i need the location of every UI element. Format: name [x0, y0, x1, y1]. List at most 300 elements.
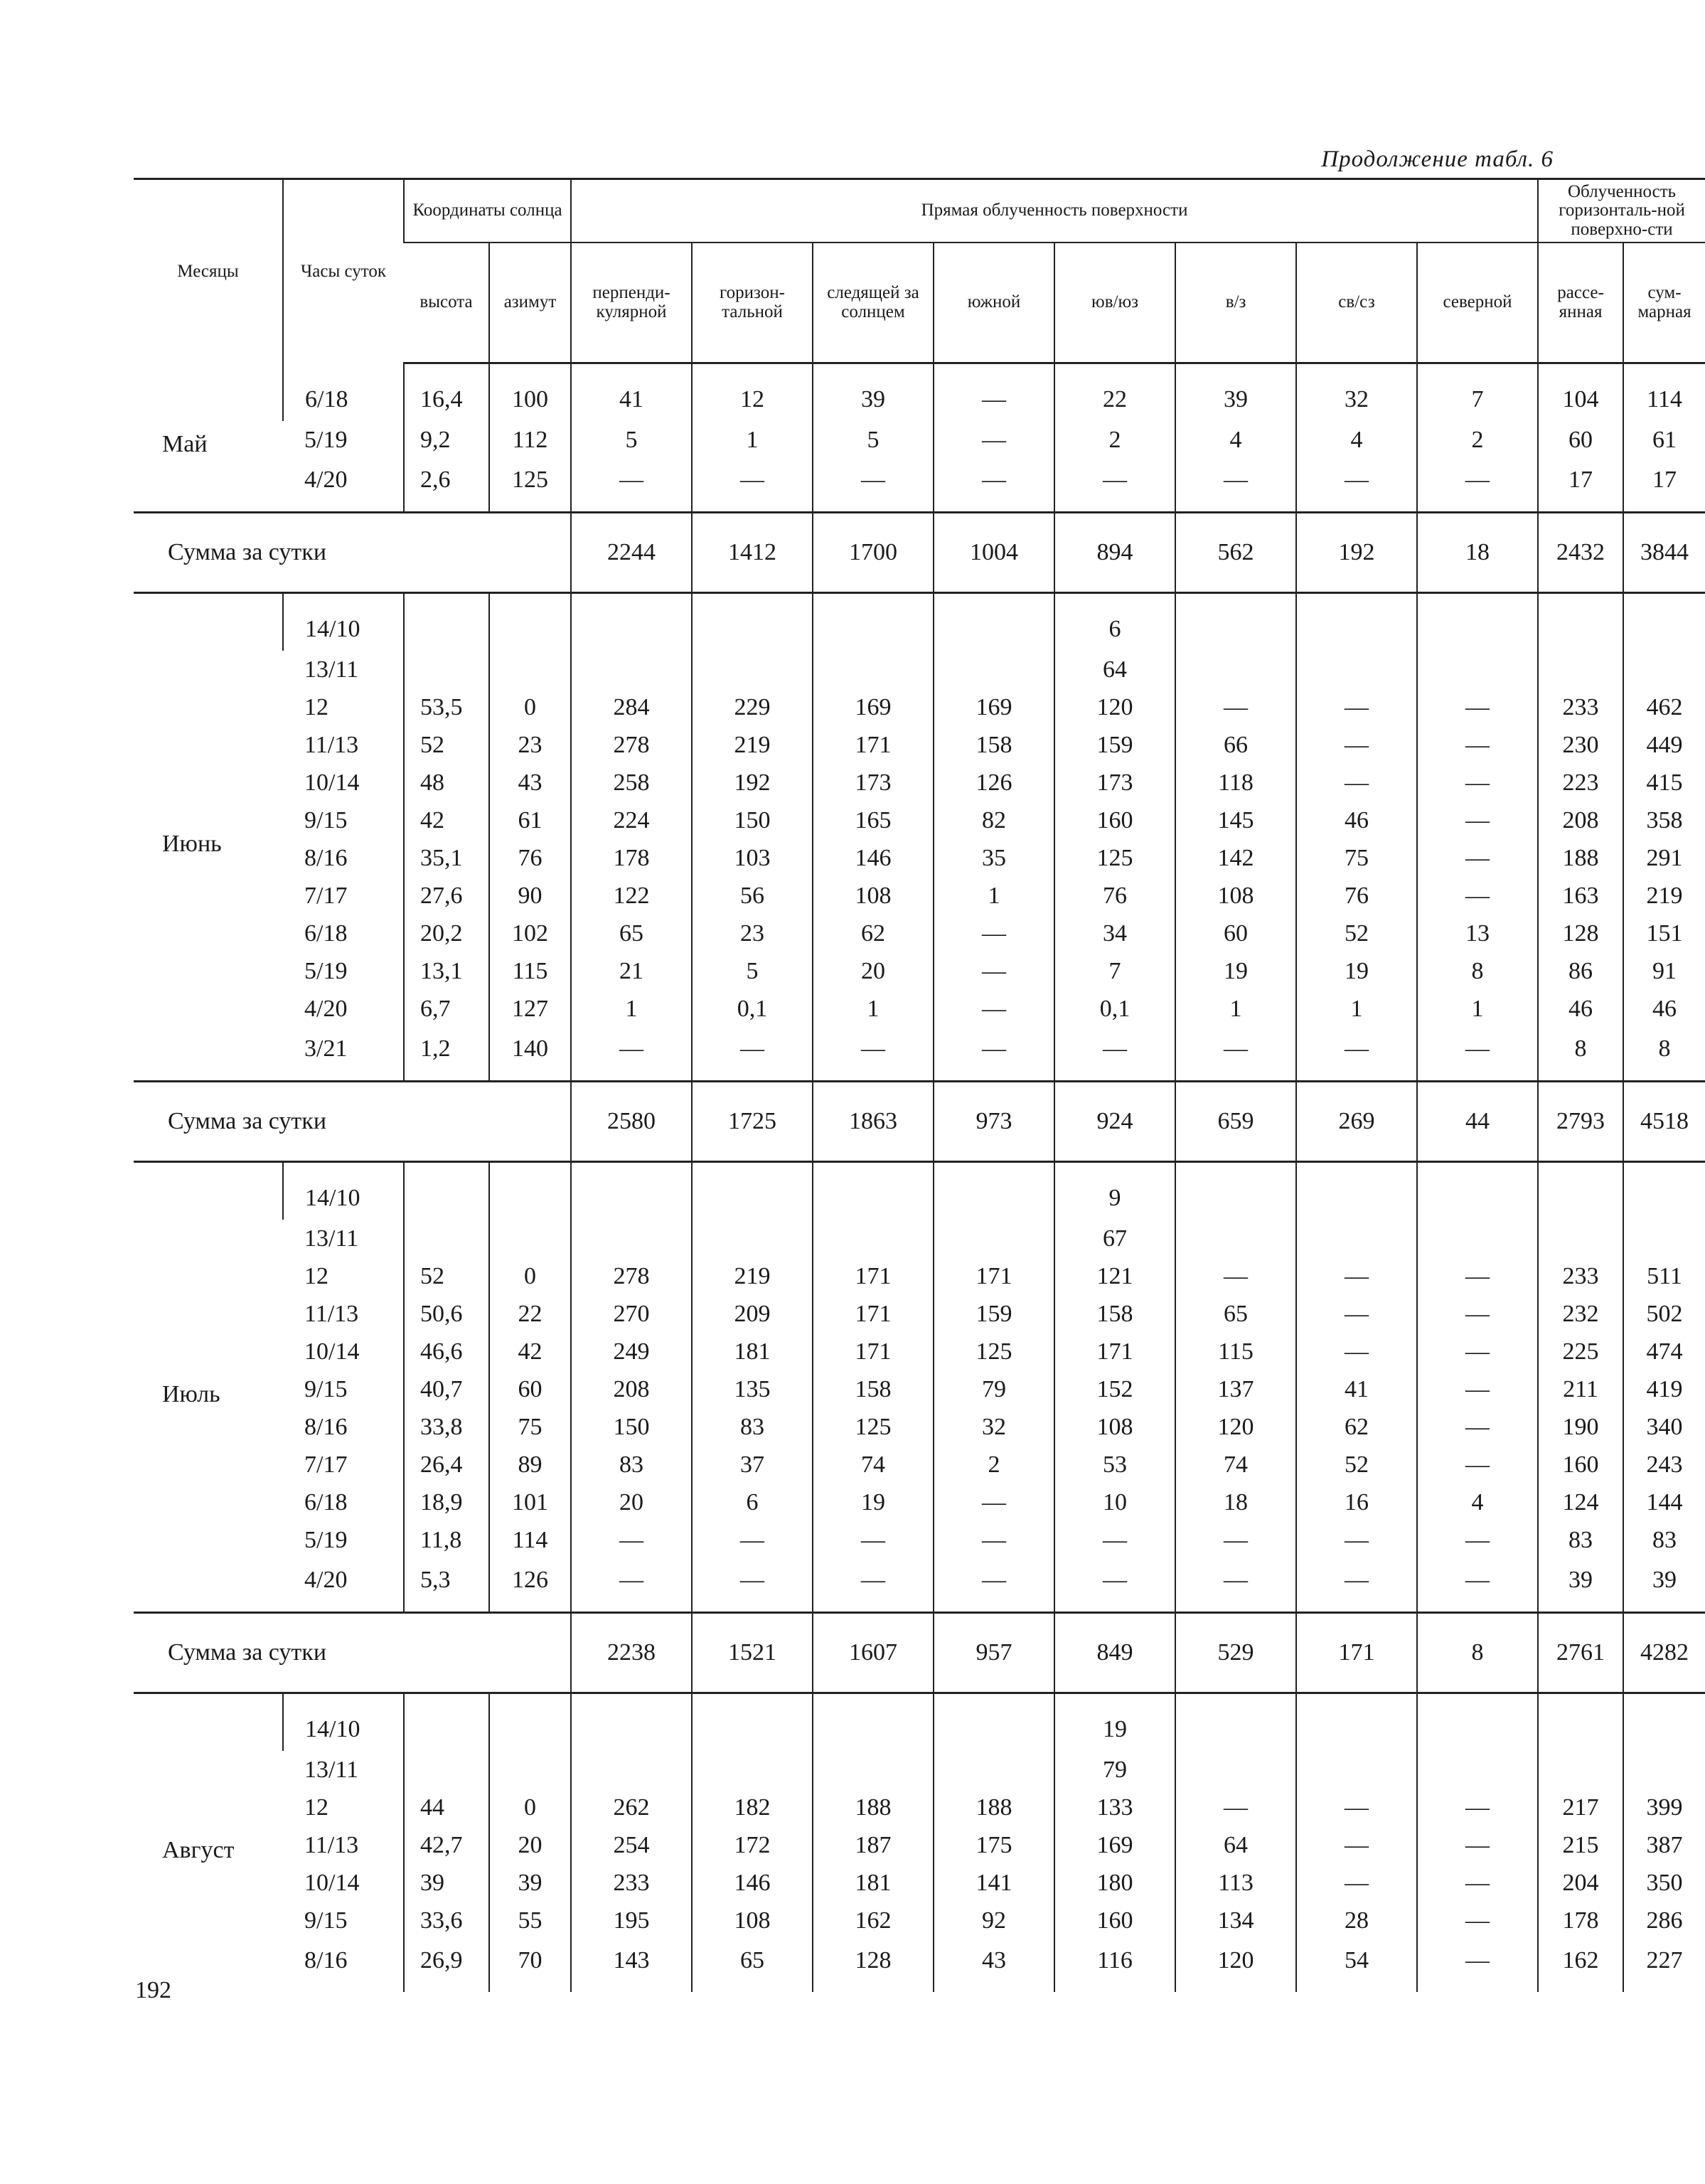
table-cell	[1417, 1220, 1538, 1257]
table-cell	[813, 1693, 934, 1752]
table-cell: 19	[1175, 952, 1296, 990]
table-cell: 66	[1175, 726, 1296, 764]
table-cell: 54	[1296, 1939, 1417, 1992]
table-cell: 162	[813, 1902, 934, 1939]
table-cell	[1538, 1751, 1623, 1789]
table-cell: 1	[934, 877, 1054, 915]
table-cell: 1	[1296, 990, 1417, 1028]
table-cell: 209	[692, 1295, 813, 1333]
table-cell: 178	[1538, 1902, 1623, 1939]
table-cell: 146	[692, 1864, 813, 1902]
table-cell: 55	[489, 1902, 571, 1939]
header-horizontal: горизон-тальной	[692, 243, 813, 363]
table-cell: 62	[813, 915, 934, 952]
table-cell: 150	[692, 801, 813, 839]
table-cell: 227	[1623, 1939, 1705, 1992]
table-cell: 171	[813, 726, 934, 764]
table-cell: 4/20	[304, 995, 348, 1022]
table-continuation-caption: Продолжение табл. 6	[1321, 147, 1554, 172]
table-cell: 0,1	[1054, 990, 1175, 1028]
sum-cell: 269	[1296, 1082, 1417, 1162]
table-cell: —	[934, 459, 1054, 513]
table-cell: 4	[1417, 1483, 1538, 1521]
sum-cell: 1725	[692, 1082, 813, 1162]
header-sun-coordinates: Координаты солнца	[404, 179, 571, 243]
table-cell: 62	[1296, 1408, 1417, 1446]
table-cell: 204	[1538, 1864, 1623, 1902]
table-cell	[571, 1751, 692, 1789]
table-cell: —	[571, 1559, 692, 1613]
table-cell: 5/19	[304, 426, 348, 453]
table-cell: 23	[489, 726, 571, 764]
table-row	[134, 459, 1705, 513]
table-cell	[813, 593, 934, 651]
table-cell	[934, 1751, 1054, 1789]
table-row	[134, 726, 1705, 764]
table-cell: 195	[571, 1902, 692, 1939]
table-cell	[489, 651, 571, 688]
table-cell: —	[1417, 1408, 1538, 1446]
table-cell: —	[934, 1521, 1054, 1559]
table-cell: 33,6	[404, 1902, 489, 1939]
table-cell: 108	[813, 877, 934, 915]
table-cell: 79	[934, 1370, 1054, 1408]
header-south: южной	[934, 243, 1054, 363]
table-cell: 160	[1054, 801, 1175, 839]
table-cell	[934, 651, 1054, 688]
sum-cell: 2580	[571, 1082, 692, 1162]
table-cell: 112	[489, 421, 571, 459]
table-cell	[1175, 1220, 1296, 1257]
section-1	[134, 593, 1705, 1082]
table-row	[134, 1864, 1705, 1902]
table-cell: 101	[489, 1483, 571, 1521]
table-cell: —	[1417, 1864, 1538, 1902]
table-cell: 89	[489, 1446, 571, 1483]
sum-cell: 1412	[692, 513, 813, 593]
table-cell: 7	[1054, 952, 1175, 990]
table-cell: 169	[934, 688, 1054, 726]
table-cell: 128	[1538, 915, 1623, 952]
table-cell	[489, 1220, 571, 1257]
sum-cell: 8	[1417, 1613, 1538, 1693]
table-cell: 19	[813, 1483, 934, 1521]
table-row	[134, 1789, 1705, 1826]
table-cell: 171	[1054, 1333, 1175, 1370]
table-row	[134, 1483, 1705, 1521]
table-cell: —	[1296, 1864, 1417, 1902]
table-cell	[813, 1162, 934, 1220]
table-cell: 2	[1054, 421, 1175, 459]
table-cell: 42	[404, 801, 489, 839]
table-row	[134, 1902, 1705, 1939]
table-cell: 278	[571, 726, 692, 764]
table-cell: 82	[934, 801, 1054, 839]
table-cell: 399	[1623, 1789, 1705, 1826]
table-cell	[489, 593, 571, 651]
table-cell	[1296, 1751, 1417, 1789]
table-cell: 128	[813, 1939, 934, 1992]
table-cell: 19	[1296, 952, 1417, 990]
table-cell: —	[1175, 1521, 1296, 1559]
table-cell: 178	[571, 839, 692, 877]
table-cell: 137	[1175, 1370, 1296, 1408]
table-cell: 232	[1538, 1295, 1623, 1333]
table-cell: 9/15	[304, 1907, 348, 1934]
table-row	[134, 651, 1705, 688]
table-row	[134, 1028, 1705, 1082]
table-cell: 208	[571, 1370, 692, 1408]
table-cell: 1	[1417, 990, 1538, 1028]
table-row	[134, 1693, 1705, 1752]
header-direct-irradiation: Прямая облученность поверхности	[571, 179, 1538, 243]
table-cell	[813, 651, 934, 688]
table-cell: 2	[1417, 421, 1538, 459]
table-cell: 115	[489, 952, 571, 990]
table-cell	[1623, 1220, 1705, 1257]
sum-cell: 849	[1054, 1613, 1175, 1693]
irradiation-table	[134, 178, 1705, 1992]
table-cell: 33,8	[404, 1408, 489, 1446]
table-cell: —	[1417, 1028, 1538, 1082]
table-cell: —	[1417, 1521, 1538, 1559]
table-cell	[571, 1220, 692, 1257]
table-cell: —	[1296, 1333, 1417, 1370]
table-cell	[571, 1162, 692, 1220]
table-cell: 8/16	[304, 1413, 348, 1440]
table-cell	[404, 1162, 489, 1220]
table-cell: 7/17	[304, 882, 348, 909]
table-cell: 340	[1623, 1408, 1705, 1446]
table-cell	[1175, 651, 1296, 688]
table-cell: —	[1417, 1559, 1538, 1613]
table-cell: 8	[1623, 1028, 1705, 1082]
table-cell: 26,9	[404, 1939, 489, 1992]
table-cell	[1417, 1162, 1538, 1220]
table-cell: 146	[813, 839, 934, 877]
table-cell: 50,6	[404, 1295, 489, 1333]
table-cell: 39	[1538, 1559, 1623, 1613]
table-row	[134, 363, 1705, 422]
table-row	[134, 952, 1705, 990]
section-0	[134, 363, 1705, 513]
table-cell: 16	[1296, 1483, 1417, 1521]
table-cell	[489, 1751, 571, 1789]
table-cell: 14/10	[283, 1162, 404, 1220]
header-hours: Часы суток	[283, 179, 404, 363]
month-label: Май	[162, 431, 208, 457]
table-cell: 278	[571, 1257, 692, 1295]
daily-sum-row	[134, 513, 1705, 593]
table-cell: 86	[1538, 952, 1623, 990]
table-cell: —	[1296, 1028, 1417, 1082]
table-cell: —	[934, 915, 1054, 952]
table-cell: 158	[934, 726, 1054, 764]
table-cell: 39	[1623, 1559, 1705, 1613]
table-cell: —	[1296, 1789, 1417, 1826]
table-cell: 173	[1054, 764, 1175, 801]
table-cell: 511	[1623, 1257, 1705, 1295]
table-cell: 120	[1175, 1939, 1296, 1992]
table-cell: 120	[1054, 688, 1175, 726]
table-cell: 4/20	[304, 1567, 348, 1594]
table-cell	[1623, 593, 1705, 651]
table-cell: 124	[1538, 1483, 1623, 1521]
table-cell: 37	[692, 1446, 813, 1483]
table-cell: 22	[489, 1295, 571, 1333]
table-cell: 46,6	[404, 1333, 489, 1370]
table-cell: 11,8	[404, 1521, 489, 1559]
table-cell: 270	[571, 1295, 692, 1333]
header-total: сум-марная	[1623, 243, 1705, 363]
table-cell: 44	[404, 1789, 489, 1826]
table-cell: 249	[571, 1333, 692, 1370]
table-cell: —	[813, 1559, 934, 1613]
table-cell: 10	[1054, 1483, 1175, 1521]
table-cell: 103	[692, 839, 813, 877]
table-cell	[1296, 593, 1417, 651]
table-cell	[571, 593, 692, 651]
table-cell	[1175, 1693, 1296, 1752]
table-cell: 83	[692, 1408, 813, 1446]
table-row	[134, 593, 1705, 651]
table-cell: 104	[1538, 363, 1623, 422]
table-cell: 60	[1538, 421, 1623, 459]
table-cell	[1417, 593, 1538, 651]
table-cell: 61	[489, 801, 571, 839]
table-cell: 65	[571, 915, 692, 952]
sum-cell: 659	[1175, 1082, 1296, 1162]
table-cell: —	[1175, 1559, 1296, 1613]
header-north: северной	[1417, 243, 1538, 363]
table-cell	[1623, 1693, 1705, 1752]
table-cell: —	[1054, 1559, 1175, 1613]
table-cell: 419	[1623, 1370, 1705, 1408]
table-cell: 358	[1623, 801, 1705, 839]
table-cell: 145	[1175, 801, 1296, 839]
table-row	[134, 1257, 1705, 1295]
sum-cell: 1004	[934, 513, 1054, 593]
table-cell: 100	[489, 363, 571, 422]
sum-cell: 1700	[813, 513, 934, 593]
sum-cell: 2793	[1538, 1082, 1623, 1162]
table-cell: —	[1417, 1446, 1538, 1483]
table-cell: 291	[1623, 839, 1705, 877]
table-cell: 0,1	[692, 990, 813, 1028]
table-cell: 20,2	[404, 915, 489, 952]
table-cell: 134	[1175, 1902, 1296, 1939]
table-cell: 182	[692, 1789, 813, 1826]
table-cell	[571, 651, 692, 688]
table-cell: 243	[1623, 1446, 1705, 1483]
table-cell: 11/13	[304, 731, 359, 758]
table-cell: —	[1417, 1295, 1538, 1333]
table-cell	[1417, 1693, 1538, 1752]
table-cell	[489, 1162, 571, 1220]
table-cell: 169	[813, 688, 934, 726]
table-cell: 42,7	[404, 1826, 489, 1864]
table-cell: 190	[1538, 1408, 1623, 1446]
table-cell: —	[1296, 688, 1417, 726]
table-cell: —	[692, 459, 813, 513]
table-cell: —	[1296, 1521, 1417, 1559]
table-cell: 187	[813, 1826, 934, 1864]
table-cell	[404, 593, 489, 651]
table-cell: 113	[1175, 1864, 1296, 1902]
table-cell: 14/10	[283, 593, 404, 651]
table-cell: 28	[1296, 1902, 1417, 1939]
table-cell: 181	[692, 1333, 813, 1370]
table-cell: 60	[1175, 915, 1296, 952]
table-cell: 46	[1538, 990, 1623, 1028]
table-cell: —	[934, 1483, 1054, 1521]
table-cell: 118	[1175, 764, 1296, 801]
table-cell: 0	[489, 1789, 571, 1826]
sum-cell: 973	[934, 1082, 1054, 1162]
table-cell: 1	[571, 990, 692, 1028]
sum-cell: 171	[1296, 1613, 1417, 1693]
table-row	[134, 1826, 1705, 1864]
table-cell: 108	[1054, 1408, 1175, 1446]
header-se-sw: юв/юз	[1054, 243, 1175, 363]
sum-cell: 1521	[692, 1613, 813, 1693]
table-row	[134, 1220, 1705, 1257]
table-cell: 39	[1175, 363, 1296, 422]
table-cell: 39	[404, 1864, 489, 1902]
sum-cell: 4518	[1623, 1082, 1705, 1162]
table-cell: 32	[1296, 363, 1417, 422]
table-cell	[1538, 1693, 1623, 1752]
table-cell: 152	[1054, 1370, 1175, 1408]
table-cell: —	[1296, 726, 1417, 764]
daily-sum-label: Сумма за сутки	[134, 1613, 571, 1693]
table-cell	[692, 1751, 813, 1789]
table-cell	[571, 1693, 692, 1752]
table-cell: 211	[1538, 1370, 1623, 1408]
table-cell: 208	[1538, 801, 1623, 839]
table-cell: 83	[1538, 1521, 1623, 1559]
table-cell: 350	[1623, 1864, 1705, 1902]
table-cell: 175	[934, 1826, 1054, 1864]
table-cell	[934, 1162, 1054, 1220]
sum-cell: 2238	[571, 1613, 692, 1693]
table-cell: 125	[934, 1333, 1054, 1370]
table-cell: 2,6	[404, 459, 489, 513]
table-cell: 1,2	[404, 1028, 489, 1082]
table-cell	[1538, 1220, 1623, 1257]
table-cell: 46	[1623, 990, 1705, 1028]
section-2	[134, 1162, 1705, 1613]
table-cell: 76	[489, 839, 571, 877]
table-cell: 4	[1175, 421, 1296, 459]
table-cell: —	[1417, 1257, 1538, 1295]
header-months: Месяцы	[134, 179, 283, 363]
table-cell: 116	[1054, 1939, 1175, 1992]
table-cell: 35,1	[404, 839, 489, 877]
table-cell: 26,4	[404, 1446, 489, 1483]
sum-cell: 894	[1054, 513, 1175, 593]
table-cell: —	[1296, 459, 1417, 513]
table-cell: 230	[1538, 726, 1623, 764]
table-cell: 1	[692, 421, 813, 459]
table-row	[134, 1559, 1705, 1613]
table-cell	[1296, 1220, 1417, 1257]
table-cell: —	[934, 421, 1054, 459]
table-cell: 41	[1296, 1370, 1417, 1408]
table-cell: 22	[1054, 363, 1175, 422]
table-cell: 143	[571, 1939, 692, 1992]
header-horizontal-irradiation: Облученность горизонталь-ной поверхно-сти	[1538, 179, 1705, 243]
table-cell: —	[1296, 764, 1417, 801]
table-cell: 11/13	[304, 1300, 359, 1327]
table-row	[134, 421, 1705, 459]
sum-cell: 2761	[1538, 1613, 1623, 1693]
table-cell: —	[1417, 1826, 1538, 1864]
table-cell	[692, 593, 813, 651]
table-cell: —	[1175, 459, 1296, 513]
table-row	[134, 1333, 1705, 1370]
table-cell: 65	[1175, 1295, 1296, 1333]
sum-cell: 529	[1175, 1613, 1296, 1693]
table-cell: 79	[1054, 1751, 1175, 1789]
table-cell	[404, 651, 489, 688]
table-cell: —	[1417, 801, 1538, 839]
table-cell: 64	[1175, 1826, 1296, 1864]
table-cell: 180	[1054, 1864, 1175, 1902]
table-cell: 122	[571, 877, 692, 915]
table-cell: 8	[1417, 952, 1538, 990]
table-cell: 43	[934, 1939, 1054, 1992]
table-cell: 6,7	[404, 990, 489, 1028]
table-cell	[1417, 651, 1538, 688]
daily-sum-row	[134, 1082, 1705, 1162]
table-cell	[692, 1162, 813, 1220]
sum-cell: 1607	[813, 1613, 934, 1693]
table-cell: 64	[1054, 651, 1175, 688]
table-cell: —	[813, 1521, 934, 1559]
table-cell: 171	[813, 1295, 934, 1333]
table-cell: —	[1296, 1559, 1417, 1613]
table-cell: 387	[1623, 1826, 1705, 1864]
table-cell: 53	[1054, 1446, 1175, 1483]
table-cell: 120	[1175, 1408, 1296, 1446]
table-row	[134, 1446, 1705, 1483]
sum-cell: 4282	[1623, 1613, 1705, 1693]
table-cell: 13/11	[304, 656, 359, 683]
table-row	[134, 1408, 1705, 1446]
table-cell	[404, 1220, 489, 1257]
table-cell: 20	[489, 1826, 571, 1864]
table-row	[134, 764, 1705, 801]
table-cell: 5/19	[304, 1526, 348, 1553]
table-cell: 188	[1538, 839, 1623, 877]
sum-cell: 1863	[813, 1082, 934, 1162]
table-cell: 141	[934, 1864, 1054, 1902]
table-cell: 12	[692, 363, 813, 422]
table-cell: —	[571, 1521, 692, 1559]
table-cell: 20	[813, 952, 934, 990]
table-cell: —	[1417, 1370, 1538, 1408]
table-cell: —	[813, 459, 934, 513]
table-cell: 125	[1054, 839, 1175, 877]
table-cell: 12	[304, 1794, 328, 1821]
table-cell: 10/14	[304, 1338, 360, 1365]
table-cell: —	[571, 1028, 692, 1082]
table-cell: 7/17	[304, 1451, 348, 1478]
table-cell: 7	[1417, 363, 1538, 422]
table-cell: 102	[489, 915, 571, 952]
table-cell: 125	[489, 459, 571, 513]
